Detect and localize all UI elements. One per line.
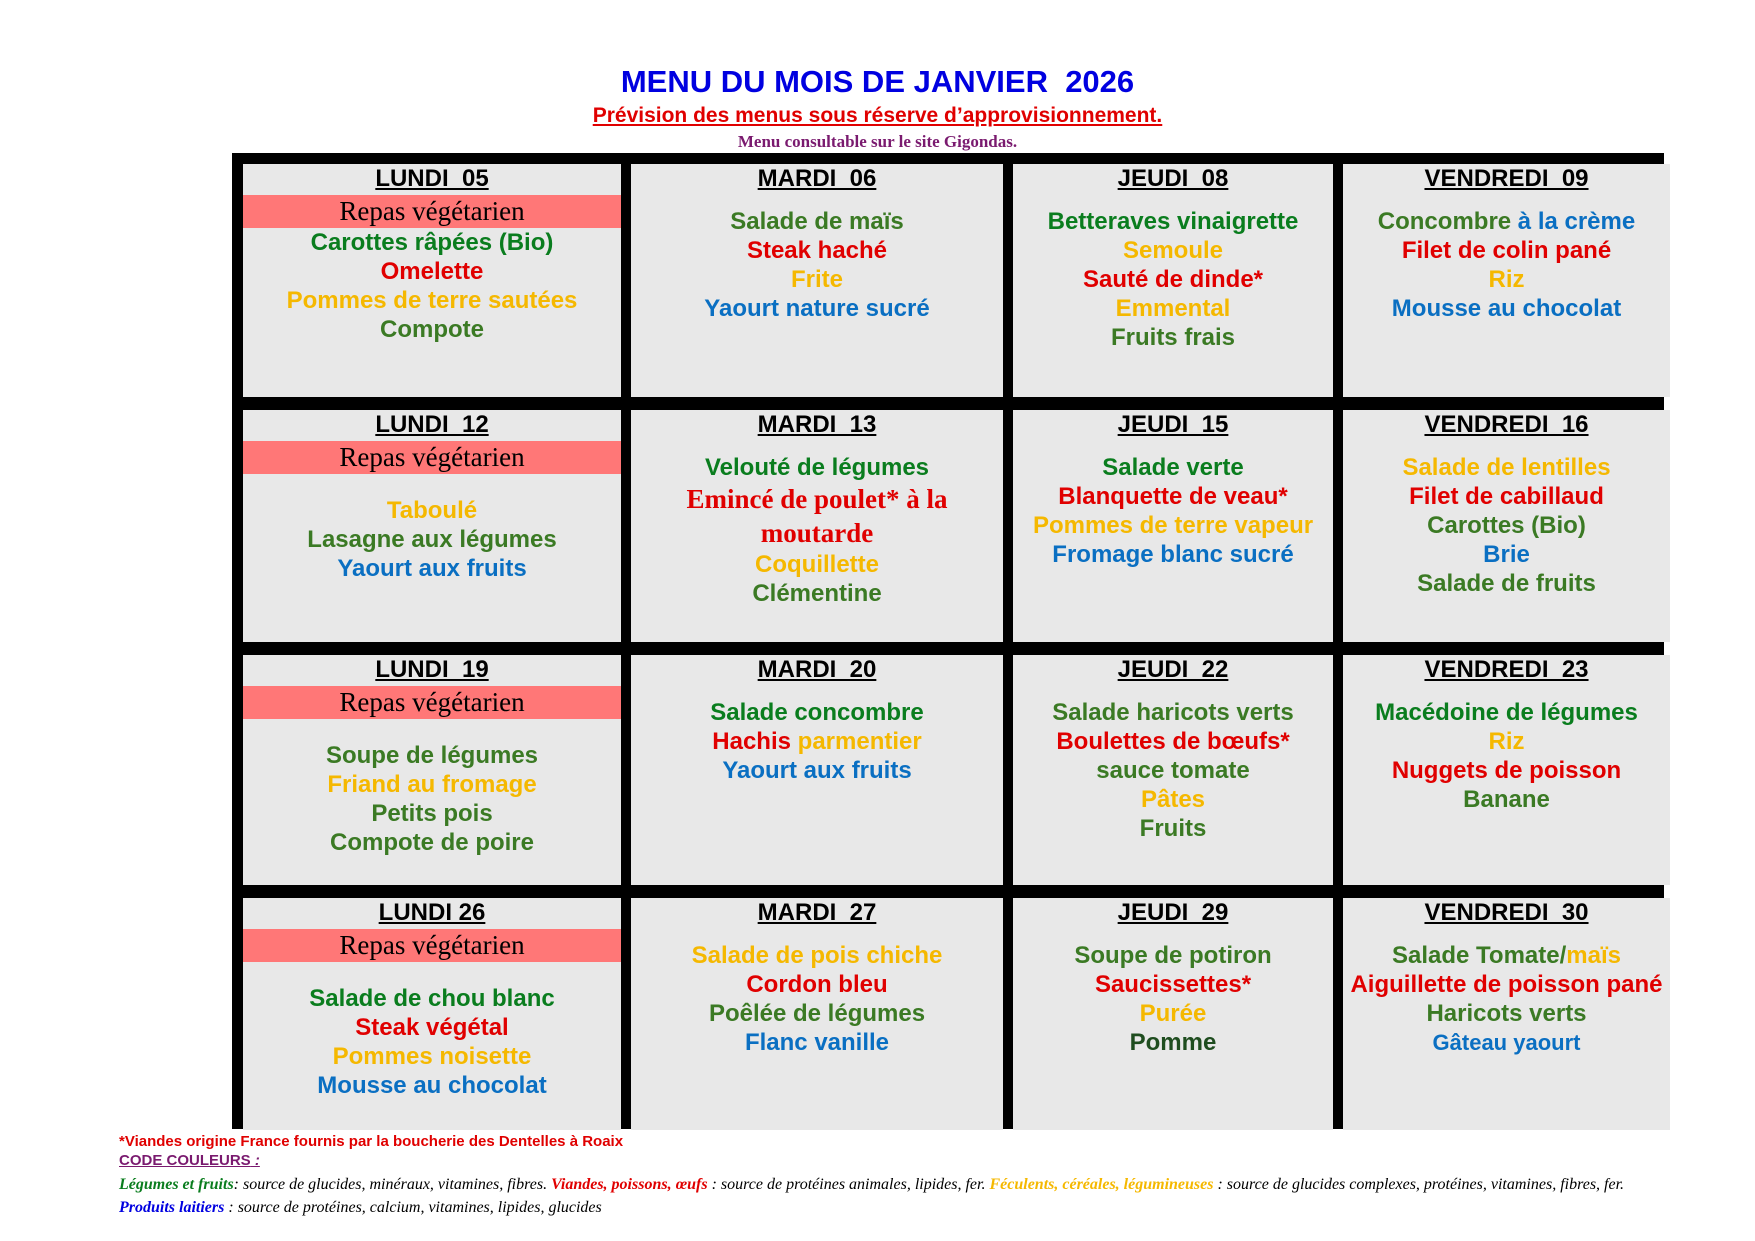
menu-items bbox=[1343, 941, 1670, 1057]
menu-item: Poêlée de légumes bbox=[708, 1000, 926, 1027]
menu-item: Salade de maïs bbox=[730, 208, 904, 235]
menu-item: Pâtes bbox=[1140, 786, 1206, 813]
color-codes-title bbox=[119, 1152, 260, 1169]
menu-item: Omelette bbox=[380, 258, 484, 285]
menu-day-cell bbox=[631, 410, 1003, 642]
day-label: MARDI 27 bbox=[757, 899, 877, 926]
menu-item: Sauté de dinde* bbox=[1082, 266, 1264, 293]
menu-items bbox=[1013, 207, 1333, 352]
menu-item bbox=[708, 727, 925, 756]
menu-item: Cordon bleu bbox=[746, 971, 888, 998]
menu-day-cell bbox=[1343, 655, 1670, 885]
menu-item: Riz bbox=[1488, 266, 1525, 293]
menu-day-cell bbox=[243, 410, 621, 642]
menu-item: Banane bbox=[1463, 786, 1550, 813]
menu-item-part: Salade Tomate/ bbox=[1392, 942, 1567, 969]
menu-item: Mousse au chocolat bbox=[317, 1072, 547, 1099]
menu-item: Carottes (Bio) bbox=[1427, 512, 1586, 539]
page-title: MENU DU MOIS DE JANVIER 2026 bbox=[620, 64, 1135, 99]
menu-day-cell bbox=[1343, 898, 1670, 1130]
day-label: JEUDI 22 bbox=[1117, 656, 1229, 683]
menu-item: Pommes noisette bbox=[332, 1043, 532, 1070]
menu-item: Boulettes de bœufs* bbox=[1056, 728, 1290, 755]
menu-item: Betteraves vinaigrette bbox=[1047, 208, 1299, 235]
menu-item: Blanquette de veau* bbox=[1058, 483, 1288, 510]
menu-items bbox=[243, 984, 621, 1100]
menu-day-cell bbox=[1013, 164, 1333, 397]
legend-description: : source de protéines, calcium, vitamines, lipides, glucides bbox=[224, 1199, 602, 1216]
legend-category: Viandes, poissons, œufs bbox=[551, 1176, 708, 1193]
menu-item: Haricots verts bbox=[1426, 1000, 1587, 1027]
menu-item: Frite bbox=[790, 266, 843, 293]
menu-item: Pomme bbox=[1129, 1029, 1217, 1056]
menu-items bbox=[243, 496, 621, 583]
menu-item: Coquillette bbox=[755, 551, 879, 578]
menu-item-part: maïs bbox=[1566, 942, 1621, 969]
menu-item: Compote de poire bbox=[329, 829, 534, 856]
menu-items bbox=[1013, 941, 1333, 1057]
menu-day-cell bbox=[243, 164, 621, 397]
menu-item: Filet de colin pané bbox=[1401, 237, 1612, 264]
menu-item: Yaourt nature sucré bbox=[704, 295, 930, 322]
menu-item: Salade de chou blanc bbox=[309, 985, 555, 1012]
menu-grid bbox=[232, 153, 1664, 1129]
menu-item-part: Hachis bbox=[712, 728, 798, 755]
color-codes-colon: : bbox=[250, 1152, 260, 1169]
menu-day-cell bbox=[1343, 164, 1670, 397]
menu-item: Salade de pois chiche bbox=[691, 942, 943, 969]
menu-items bbox=[243, 741, 621, 857]
menu-item: Filet de cabillaud bbox=[1409, 483, 1604, 510]
menu-item: Soupe de potiron bbox=[1074, 942, 1272, 969]
day-label: VENDREDI 09 bbox=[1424, 165, 1589, 192]
day-label: JEUDI 29 bbox=[1117, 899, 1229, 926]
menu-item: Salade de fruits bbox=[1417, 570, 1596, 597]
menu-item: Lasagne aux légumes bbox=[307, 526, 557, 553]
menu-item: Clémentine bbox=[752, 580, 882, 607]
menu-item: Brie bbox=[1483, 541, 1530, 568]
menu-item: Taboulé bbox=[386, 497, 478, 524]
menu-item: Fromage blanc sucré bbox=[1052, 541, 1294, 568]
menu-item: Carottes râpées (Bio) bbox=[310, 229, 554, 256]
menu-day-cell bbox=[631, 655, 1003, 885]
legend-description: : source de glucides complexes, protéines, vitamines, fibres, fer. bbox=[1213, 1176, 1625, 1193]
menu-items bbox=[631, 941, 1003, 1057]
menu-item: Semoule bbox=[1122, 237, 1224, 264]
legend-description: : source de glucides, minéraux, vitamines, fibres. bbox=[233, 1176, 552, 1193]
menu-item-part: parmentier bbox=[797, 728, 922, 755]
menu-item: Aiguillette de poisson pané bbox=[1350, 971, 1663, 998]
menu-item: Fruits frais bbox=[1110, 324, 1236, 351]
menu-item: Petits pois bbox=[371, 800, 493, 827]
day-label: JEUDI 15 bbox=[1117, 411, 1229, 438]
menu-item: Mousse au chocolat bbox=[1391, 295, 1622, 322]
menu-item: Nuggets de poisson bbox=[1391, 757, 1622, 784]
menu-item-part: Concombre bbox=[1377, 208, 1518, 235]
menu-item: Velouté de légumes bbox=[704, 454, 930, 481]
site-note: Menu consultable sur le site Gigondas. bbox=[737, 132, 1018, 151]
menu-item: Salade haricots verts bbox=[1052, 699, 1294, 726]
menu-day-cell bbox=[1013, 655, 1333, 885]
menu-day-cell bbox=[1013, 898, 1333, 1130]
menu-day-cell bbox=[631, 898, 1003, 1130]
meat-origin-footnote: *Viandes origine France fournis par la boucherie des Dentelles à Roaix bbox=[119, 1133, 624, 1150]
legend-category: Féculents, céréales, légumineuses bbox=[989, 1176, 1214, 1193]
menu-item: Steak végétal bbox=[355, 1014, 509, 1041]
legend-description: : source de protéines animales, lipides, fer. bbox=[707, 1176, 990, 1193]
menu-items bbox=[631, 453, 1003, 608]
vegetarian-meal-banner: Repas végétarien bbox=[243, 929, 621, 962]
color-codes-label: CODE COULEURS bbox=[119, 1152, 251, 1169]
menu-items bbox=[243, 228, 621, 344]
menu-day-cell bbox=[243, 655, 621, 885]
day-label: LUNDI 19 bbox=[375, 656, 489, 683]
menu-item: Yaourt aux fruits bbox=[337, 555, 527, 582]
menu-item: Purée bbox=[1139, 1000, 1207, 1027]
day-label: LUNDI 12 bbox=[375, 411, 489, 438]
menu-item: Pommes de terre sautées bbox=[286, 287, 578, 314]
menu-item: Emincé de poulet* à la moutarde bbox=[686, 484, 948, 548]
menu-item bbox=[1374, 207, 1639, 236]
day-label: JEUDI 08 bbox=[1117, 165, 1229, 192]
menu-item: Soupe de légumes bbox=[325, 742, 539, 769]
menu-items bbox=[1013, 453, 1333, 569]
menu-item: Fruits bbox=[1139, 815, 1207, 842]
legend-category: Légumes et fruits bbox=[119, 1176, 234, 1193]
menu-item: Pommes de terre vapeur bbox=[1032, 512, 1314, 539]
menu-items bbox=[1343, 453, 1670, 598]
menu-item: Friand au fromage bbox=[327, 771, 537, 798]
menu-day-cell bbox=[631, 164, 1003, 397]
color-legend bbox=[119, 1173, 1639, 1219]
legend-category: Produits laitiers bbox=[119, 1199, 225, 1216]
vegetarian-meal-banner: Repas végétarien bbox=[243, 686, 621, 719]
menu-item: sauce tomate bbox=[1096, 757, 1250, 784]
menu-item: Gâteau yaourt bbox=[1432, 1030, 1581, 1055]
vegetarian-meal-banner: Repas végétarien bbox=[243, 441, 621, 474]
menu-item: Riz bbox=[1488, 728, 1525, 755]
menu-item: Salade verte bbox=[1102, 454, 1244, 481]
day-label: LUNDI 26 bbox=[378, 899, 486, 926]
menu-item: Macédoine de légumes bbox=[1375, 699, 1638, 726]
menu-items bbox=[631, 698, 1003, 785]
day-label: VENDREDI 30 bbox=[1424, 899, 1589, 926]
menu-item: Emmental bbox=[1115, 295, 1231, 322]
menu-items bbox=[1013, 698, 1333, 843]
menu-items bbox=[631, 207, 1003, 323]
day-label: VENDREDI 16 bbox=[1424, 411, 1589, 438]
vegetarian-meal-banner: Repas végétarien bbox=[243, 195, 621, 228]
menu-item: Compote bbox=[380, 316, 484, 343]
day-label: VENDREDI 23 bbox=[1424, 656, 1589, 683]
menu-item: Steak haché bbox=[746, 237, 888, 264]
menu-item-part: à la crème bbox=[1517, 208, 1636, 235]
menu-day-cell bbox=[243, 898, 621, 1130]
menu-item bbox=[1388, 941, 1625, 970]
menu-item: Yaourt aux fruits bbox=[722, 757, 912, 784]
day-label: LUNDI 05 bbox=[375, 165, 489, 192]
page-subtitle: Prévision des menus sous réserve d’approvisionnement. bbox=[592, 104, 1163, 127]
menu-item: Salade de lentilles bbox=[1402, 454, 1611, 481]
menu-item: Flanc vanille bbox=[744, 1029, 890, 1056]
menu-day-cell bbox=[1013, 410, 1333, 642]
menu-day-cell bbox=[1343, 410, 1670, 642]
day-label: MARDI 20 bbox=[757, 656, 877, 683]
day-label: MARDI 06 bbox=[757, 165, 877, 192]
day-label: MARDI 13 bbox=[757, 411, 877, 438]
menu-item: Saucissettes* bbox=[1094, 971, 1252, 998]
menu-items bbox=[1343, 698, 1670, 814]
menu-item: Salade concombre bbox=[710, 699, 924, 726]
menu-items bbox=[1343, 207, 1670, 323]
